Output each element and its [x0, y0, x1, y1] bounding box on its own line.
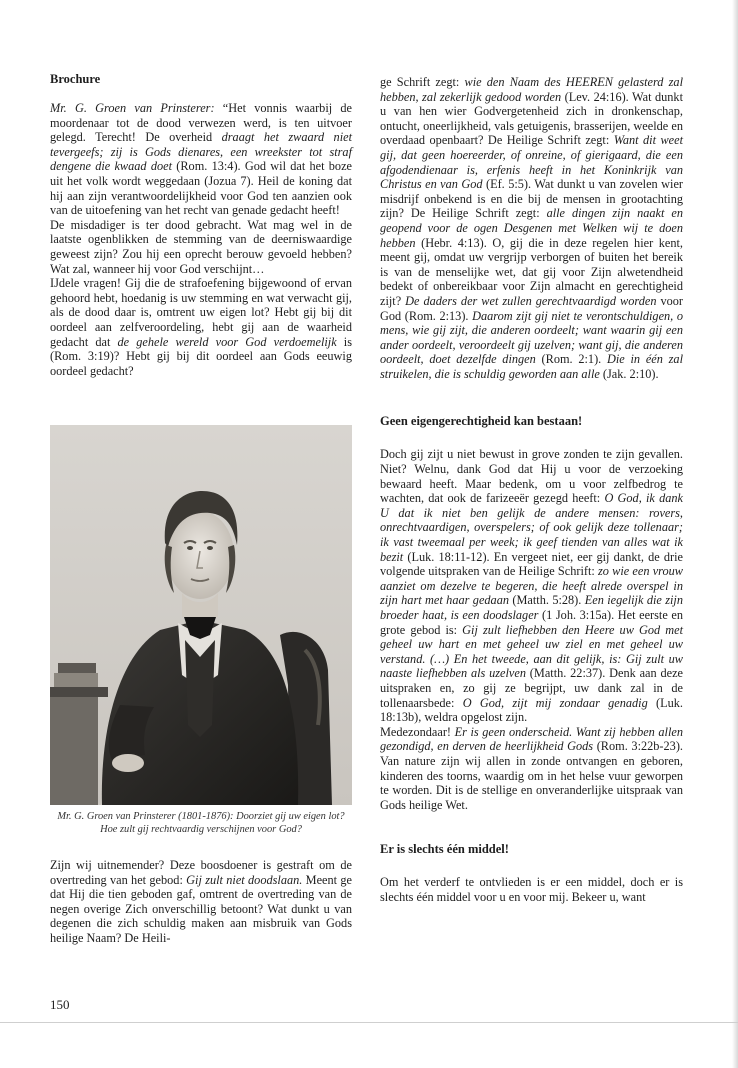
portrait-photo	[50, 425, 352, 805]
section-heading-brochure: Brochure	[50, 72, 101, 86]
author-name: Mr. G. Groen van Prinsterer:	[50, 101, 215, 115]
paragraph-fellow-sinner: Medezondaar! Er is geen onderscheid. Want zij hebben allen gezondigd, en derven de heerlijkheid Gods (Rom. 3:22b-23). Van nature zijn wij allen in zonde ontvangen en geboren, kinderen des toorns, waardig om in het helse vuur geworpen te worden. Dit is de stellige en onveranderlijke uitspraak van Gods heilige Wet.	[380, 724, 683, 812]
paragraph-pharisee: Doch gij zijt u niet bewust in grove zonden te zijn gevallen. Niet? Welnu, dank God dat Hij u voor de verzoeking bewaard heeft. Maar bedenk, om u voor zelfbedrog te wachten, dat ook de farizeeër gezegd heeft: O God, ik dank U dat ik niet ben gelijk de andere mensen: rovers, onrechtvaardigen, overspelers; of ook gelijk deze tollenaar; ik vast tweemaal per week; ik geef tienden van alles wat ik bezit (Luk. 18:11-12). En vergeet niet, eer gij dankt, de drie volgende uitspraken van de Heilige Schrift: zo wie een vrouw aanziet om dezelve te begeren, die heeft alrede overspel in zijn hart met haar gedaan (Matth. 5:28). Een iegelijk die zijn broeder haat, is een doodslager (1 Joh. 3:15a). Het eerste en grote gebod is: Gij zult liefhebben den Heere uw God met geheel uw hart en met geheel uw ziel en met geheel uw verstand. (…) En het tweede, aan dit gelijk, is: Gij zult uw naaste liefhebben als uzelven (Matth. 22:37). Denk aan deze uitspraken en, zo gij ze begrijpt, uw dank zal in de tollenaarsbede: O God, zijt mij zondaar genadig (Luk. 18:13b), weldra opgelost zijn.	[380, 447, 683, 725]
left-column-bottom	[50, 858, 352, 946]
section-heading-one-means: Er is slechts één middel!	[380, 842, 509, 857]
paragraph-scripture: ge Schrift zegt: wie den Naam des HEEREN gelasterd zal hebben, zal zekerlijk gedood worden (Lev. 24:16). Wat dunkt u van hen wier Godvergetenheid zich in dronkenschap, ontucht, oneerlijkheid, vals getuigenis, brasserijen, weelde en overdaad openbaart? De Heilige Schrift zegt: Want dit weet gij, dat geen hoereerder, of onreine, of gierigaard, die een afgodendienaar is, erfenis heeft in het Koninkrijk van Christus en van God (Ef. 5:5). Wat dunkt u van zovelen wier misdrijf onbekend is en die bij de mensen in grootachting zijn? De Heilige Schrift zegt: alle dingen zijn naakt en geopend voor de ogen Desgenen met Welken wij te doen hebben (Hebr. 4:13). O, gij die in deze regelen hier kent, meent gij, omdat uw vergrijp verborgen of buiten het bereik is van de menselijke wet, dat gij voor Zijn alwetendheid bedekt of onbereikbaar voor Zijn almacht en gerechtigheid zijt? De daders der wet zullen gerechtvaardigd worden voor God (Rom. 2:13). Daarom zijt gij niet te verontschuldigen, o mens, wie gij zijt, die anderen oordeelt; want waarin gij een ander oordeelt, veroordeelt gij uzelven; want gij, die anderen oordeelt, doet dezelfde dingen (Rom. 2:1). Die in één zal struikelen, die is schuldig geworden aan alle (Jak. 2:10).	[380, 75, 683, 381]
right-column	[380, 75, 683, 905]
page-number: 150	[50, 997, 70, 1012]
paragraph-quote: Mr. G. Groen van Prinsterer: “Het vonnis waarbij de moordenaar tot de dood verwezen werd, is ten uitvoer gelegd. Terecht! De overheid draagt het zwaard niet tevergeefs; zij is Gods dienares, een wreekster tot straf dengene die kwaad doet (Rom. 13:4). God wil dat het boze uit het volk wordt weggedaan (Jozua 7). Heil de koning dat hij aan zijn verantwoordelijkheid voor God ten aanzien ook van de uitoefening van het recht van genade gedacht heeft!	[50, 101, 352, 218]
photo-caption: Mr. G. Groen van Prinsterer (1801-1876): Doorziet gij uw eigen lot? Hoe zult gij rechtvaardig verschijnen voor God?	[57, 811, 345, 835]
page-bottom-edge	[0, 1022, 738, 1023]
paragraph-vain-questions: IJdele vragen! Gij die de strafoefening bijgewoond of ervan gehoord hebt, hoedanig is uw stemming en wat verwacht gij, als de dood daar is, omtrent uw eigen lot? Hebt gij bij dit oordeel aan zelfveroordeling, hebt gij aan de waarheid gedacht dat de gehele wereld voor God verdoemelijk is (Rom. 3:19)? Hebt gij bij dit oordeel aan Gods eeuwig oordeel gedacht?	[50, 276, 352, 378]
section-heading-no-self-righteousness: Geen eigengerechtigheid kan bestaan!	[380, 414, 583, 429]
left-column-top	[50, 72, 352, 378]
paragraph-execution: De misdadiger is ter dood gebracht. Wat mag wel in de laatste ogenblikken de stemming van de deerniswaardige geweest zijn? Zou hij een oprecht berouw gevoeld hebben? Wat zal, wanneer hij voor God verschijnt…	[50, 217, 352, 276]
paragraph-are-we-better: Zijn wij uitnemender? Deze boosdoener is gestraft om de overtreding van het gebod: Gij zult niet doodslaan. Meent ge dat Hij die tien geboden gaf, omtrent de overtreding van de negen overige Zich onverschillig betoont? Wat dunkt u van degenen die zich schuldig maken aan misbruik van Gods heilige Naam? De Heili-	[50, 858, 352, 945]
portrait-engraving	[50, 425, 352, 805]
paragraph-one-means: Om het verderf te ontvlieden is er een middel, doch er is slechts één middel voor u en voor mij. Bekeer u, want	[380, 875, 683, 904]
page-edge-shadow	[732, 0, 738, 1068]
